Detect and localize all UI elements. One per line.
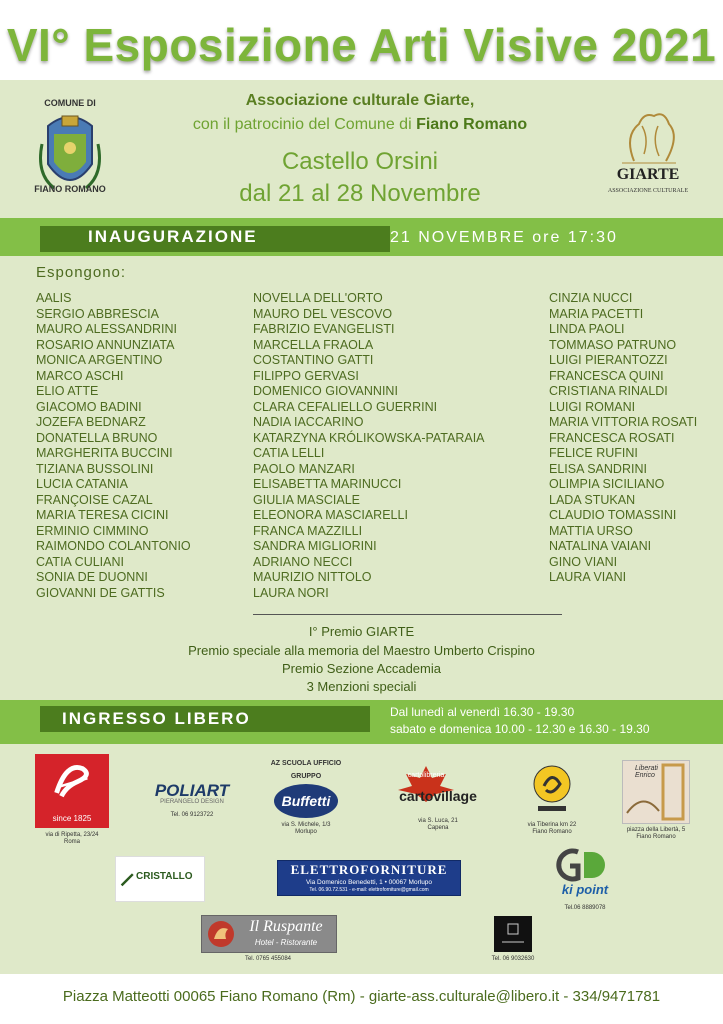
prize-line: 3 Menzioni speciali <box>306 679 417 694</box>
exhibitor: ELISABETTA MARINUCCI <box>253 477 402 491</box>
cartovillage-logo: cartovillage <box>399 788 477 804</box>
exhibitor: NOVELLA DELL'ORTO <box>253 291 383 305</box>
exhibitors-column-2 <box>253 291 485 601</box>
exhibitors-heading: Espongono: <box>36 264 127 281</box>
exhibitor: DONATELLA BRUNO <box>36 430 158 445</box>
elettro-tel: Tel. 06.90.72.531 - e-mail: elettroforniture@gmail.com <box>309 887 429 893</box>
divider <box>253 614 562 615</box>
gd-logo-icon <box>556 848 606 882</box>
exhibitor: FRANCESCA ROSATI <box>549 430 675 445</box>
liberati-caption: piazza della Libertà, 5 Fiano Romano <box>626 827 686 840</box>
exhibitor: SONIA DE DUONNI <box>36 570 148 584</box>
exhibitor: FELICE RUFINI <box>549 446 638 460</box>
sponsor-red-logo <box>35 754 109 828</box>
exhibitor: MARGHERITA BUCCINI <box>36 446 173 460</box>
dark-sponsor-tel: Tel. 06 9032630 <box>491 956 535 962</box>
exhibitor: CLARA CEFALIELLO GUERRINI <box>253 399 438 414</box>
exhibitor: ELEONORA MASCIARELLI <box>253 508 408 522</box>
exhibitor: KATARZYNA KRÓLIKOWSKA-PATARAIA <box>253 430 485 445</box>
poliart-tel: Tel. 06 9123722 <box>170 812 214 818</box>
exhibitor: CINZIA NUCCI <box>549 291 633 305</box>
giarte-logo-icon <box>614 106 684 166</box>
weekday-hours: Dal lunedì al venerdì 16.30 - 19.30 <box>390 705 575 719</box>
exhibitor: COSTANTINO GATTI <box>253 353 374 367</box>
exhibitor: OLIMPIA SICILIANO <box>549 477 665 491</box>
ruspante-tel: Tel. 0765 455084 <box>244 956 292 962</box>
frame-icon <box>623 761 689 823</box>
ruspante-name: Il Ruspante <box>249 918 323 935</box>
exhibitor: CATIA LELLI <box>253 446 325 460</box>
exhibitor: LAURA NORI <box>253 585 329 600</box>
kipoint-tel: Tel.06 8889078 <box>564 905 606 911</box>
exhibitor: MATTIA URSO <box>549 523 633 538</box>
ruspante-sub: Hotel - Ristorante <box>254 938 318 947</box>
giarte-subtitle: ASSOCIAZIONE CULTURALE <box>607 188 689 194</box>
exhibitor: CLAUDIO TOMASSINI <box>549 508 677 522</box>
exhibitor: MAURO DEL VESCOVO <box>253 306 393 321</box>
patronage-prefix: con il patrocinio del Comune di <box>192 116 417 133</box>
weekend-hours: sabato e domenica 10.00 - 12.30 e 16.30 - 19.30 <box>390 722 650 736</box>
exhibitor: MAURO ALESSANDRINI <box>36 322 178 336</box>
exhibitor: GINO VIANI <box>549 554 618 569</box>
exhibitor: GIACOMO BADINI <box>36 399 142 414</box>
elettro-name: ELETTROFORNITURE <box>290 862 448 877</box>
buffetti-caption: via S. Michele, 1/3 Morlupo <box>281 822 331 835</box>
exhibitor: ELISA SANDRINI <box>549 461 647 476</box>
page-title: VI° Esposizione Arti Visive 2021 <box>6 19 717 71</box>
poliart-logo: POLIART <box>154 781 230 800</box>
exhibitor: MARCO ASCHI <box>36 368 124 383</box>
exhibitor: TIZIANA BUSSOLINI <box>36 461 154 476</box>
exhibitor: JOZEFA BEDNARZ <box>36 415 146 429</box>
exhibitor: LADA STUKAN <box>549 492 636 507</box>
exhibitors-column-1 <box>36 291 191 601</box>
exhibitor: MARCELLA FRAOLA <box>253 337 374 352</box>
liberati-photo <box>622 760 690 824</box>
venue: Castello Orsini <box>281 148 439 175</box>
emblem-icon <box>494 916 532 952</box>
kipoint-logo: ki point <box>561 882 609 897</box>
exhibitor: RAIMONDO COLANTONIO <box>36 539 191 553</box>
inauguration-date: 21 NOVEMBRE ore 17:30 <box>390 229 618 246</box>
exhibitors-column-3 <box>549 291 697 586</box>
liberati-sign: Liberati Enrico <box>635 765 658 779</box>
prize-line: Premio speciale alla memoria del Maestro Umberto Crispino <box>188 643 535 658</box>
exhibitor: MONICA ARGENTINO <box>36 353 163 367</box>
exhibitor: MAURIZIO NITTOLO <box>253 570 372 584</box>
exhibitor: GIULIA MASCIALE <box>253 492 360 507</box>
buffetti-logo: Buffetti <box>274 784 338 818</box>
footer-contact: Piazza Matteotti 00065 Fiano Romano (Rm) - giarte-ass.culturale@libero.it - 334/9471781 <box>0 974 723 1024</box>
fiano-caption: via Tiberina km 22 Fiano Romano <box>527 822 577 835</box>
exhibitor: SANDRA MIGLIORINI <box>253 539 377 553</box>
patronage-line <box>140 116 580 134</box>
yellow-circle-logo-icon <box>532 764 572 814</box>
cartovillage-caption: via S. Luca, 21 Capena <box>418 818 458 831</box>
since-text: since 1825 <box>52 814 92 823</box>
organizer-line: Associazione culturale Giarte, <box>245 92 475 109</box>
prize-line: I° Premio GIARTE <box>308 624 415 639</box>
elettroforniture-logo <box>277 860 461 896</box>
exhibitor: SERGIO ABBRESCIA <box>36 306 159 321</box>
exhibitor: MARIA PACETTI <box>549 306 644 321</box>
az-logo: AZ SCUOLA UFFICIO <box>270 760 342 767</box>
event-dates: dal 21 al 28 Novembre <box>239 180 481 207</box>
exhibitor: NADIA IACCARINO <box>253 415 364 429</box>
exhibitor: NATALINA VAIANI <box>549 539 652 553</box>
exhibitor: ROSARIO ANNUNZIATA <box>36 337 175 352</box>
exhibitor: LINDA PAOLI <box>549 322 625 336</box>
exhibitor: LUCIA CATANIA <box>36 477 128 491</box>
dark-sponsor-logo <box>494 916 532 952</box>
exhibitor: AALIS <box>36 291 72 305</box>
exhibitor: FILIPPO GERVASI <box>253 368 359 383</box>
exhibitor: TOMMASO PATRUNO <box>549 337 677 352</box>
exhibitor: LAURA VIANI <box>549 570 627 584</box>
exhibitor: GIOVANNI DE GATTIS <box>36 585 165 600</box>
exhibitor: ERMINIO CIMMINO <box>36 523 149 538</box>
ruspante-logo <box>201 915 337 953</box>
inauguration-label: INAUGURAZIONE <box>88 227 258 246</box>
exhibitor: MARIA TERESA CICINI <box>36 508 169 522</box>
exhibitor: PAOLO MANZARI <box>253 461 355 476</box>
giarte-name: GIARTE <box>616 166 680 183</box>
exhibitor: FRANCA MAZZILLI <box>253 523 363 538</box>
crest-text-bottom: FIANO ROMANO <box>34 184 106 194</box>
exhibitor: FRANCESCA QUINI <box>549 368 664 383</box>
cartolibreria-text: cartolibreria <box>407 772 445 779</box>
exhibitor: ADRIANO NECCI <box>253 554 353 569</box>
pen-icon <box>120 871 136 887</box>
exhibitor: MARIA VITTORIA ROSATI <box>549 415 698 429</box>
exhibitor: CATIA CULIANI <box>36 554 124 569</box>
poliart-sub: PIERANGELO DESIGN <box>160 799 224 805</box>
exhibitor: DOMENICO GIOVANNINI <box>253 384 398 398</box>
exhibitor: LUIGI ROMANI <box>549 399 636 414</box>
gruppo-text: GRUPPO <box>290 773 322 780</box>
rooster-icon <box>206 919 236 949</box>
exhibitor: FRANÇOISE CAZAL <box>36 492 153 507</box>
exhibitor: CRISTIANA RINALDI <box>549 384 668 398</box>
exhibitor: LUIGI PIERANTOZZI <box>549 353 668 367</box>
cristallo-text: CRISTALLO <box>136 871 193 882</box>
brand-mark-icon <box>35 754 109 814</box>
sponsor-caption: via di Ripetta, 23/24 Roma <box>45 832 99 845</box>
prize-line: Premio Sezione Accademia <box>282 661 441 676</box>
entrance-label: INGRESSO LIBERO <box>62 709 251 728</box>
patronage-place: Fiano Romano <box>416 116 528 133</box>
exhibitor: FABRIZIO EVANGELISTI <box>253 322 395 336</box>
cristallo-logo <box>115 856 205 902</box>
elettro-address: Via Domenico Benedetti, 1 • 00067 Morlupo <box>305 879 433 886</box>
exhibitor: ELIO ATTE <box>36 384 99 398</box>
crest-text-top: COMUNE DI <box>44 98 96 108</box>
